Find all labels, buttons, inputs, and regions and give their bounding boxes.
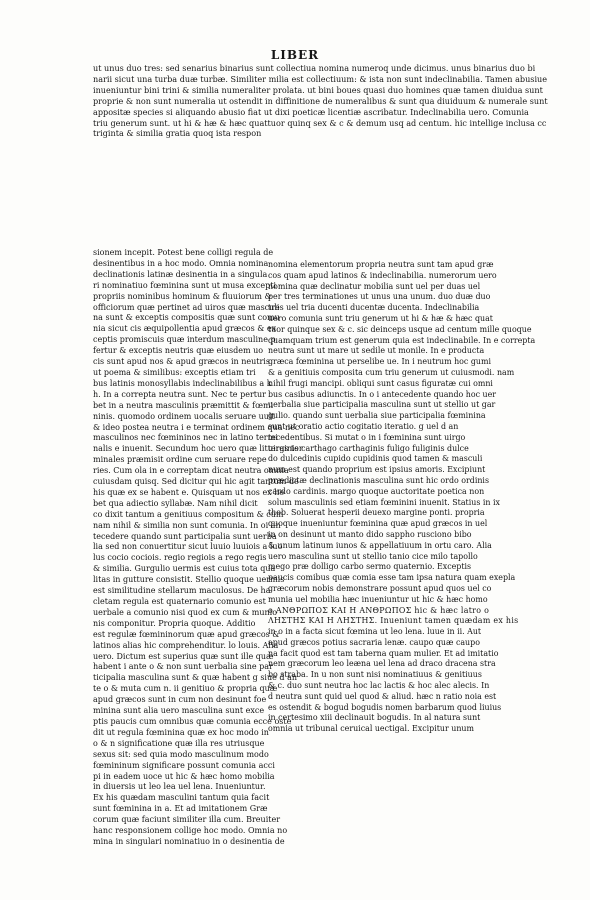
text-line: & unum latinum iunos & appellatiuum in ortu caro. Alia xyxy=(268,540,492,550)
text-line: officiorum quæ pertinet ad uiros quæ masculi xyxy=(93,302,280,312)
text-line: quoque inueniuntur fœminina quæ apud græcos in uel xyxy=(268,519,488,529)
text-line: sionem incepit. Potest bene colligi regula de xyxy=(93,248,274,257)
text-line: proprie & non sunt numeralia ut ostendit in diffinitione de numeralibus & sunt qua diuiduum & numerale sunt xyxy=(93,95,548,106)
text-line: in o in a facta sicut fœmina ut leo lena. luue in ii. Aut xyxy=(268,627,482,637)
greek-text-line: ΛΗΣΤΗΣ ΚΑΙ Η ΛΗΣΤΗΣ. Inueniunt tamen quædam ex his xyxy=(268,616,519,626)
text-line: triu generum sunt. ut hi & hæ & hæc quattuor quinq sex & c & demum usq ad centum. hic intellige inclusa cc xyxy=(93,117,547,128)
text-line: masculinos nec fœmininos nec in latino termi xyxy=(93,433,278,443)
text-line: ries. Cum ola in e correptam dicat neutra omnia xyxy=(93,466,289,476)
text-line: nam nihil & similia non sunt comunia. In oi an xyxy=(93,520,281,530)
text-line: hanc responsionem collige hoc modo. Omnia no xyxy=(93,826,288,836)
text-line: in on desinunt ut manto dido sappho rusciono bibo xyxy=(268,529,472,539)
text-line: neutra sunt ut mare ut sedile ut monile. In e producta xyxy=(268,346,485,356)
text-line: paucis comibus quæ comia esse tam ipsa natura quam exepla xyxy=(268,573,516,583)
text-line: uerbalia siue participalia masculina sunt ut stellio ut gar xyxy=(268,400,496,410)
left-text-column xyxy=(93,248,303,848)
text-line: es ostendit & bogud bogudis nomen barbarum quod liuius xyxy=(268,702,502,712)
text-line: ptis paucis cum omnibus quæ comunia ecce oste xyxy=(93,716,292,726)
text-line: uero masculina sunt ut stellio tanio cice milo tapollo xyxy=(268,551,478,561)
text-line: inueniuntur bini trini & similia numeraliter prolata. ut bini boues quasi duo homines quæ tamen diuidua sunt xyxy=(93,84,543,95)
text-line: ri nominatiuo fœminina sunt ut musa excepti xyxy=(93,280,277,290)
text-line: munia uel mobilia hæc inueniuntur ut hic & hæc homo xyxy=(268,594,488,604)
text-line: nihil frugi mancipi. obliqui sunt casus figuratæ cui omni xyxy=(268,378,493,388)
text-line: bet qua adiectio syllabæ. Nam nihil dicit xyxy=(93,498,258,508)
text-line: & a genitiuis composita cum triu generum ut cuiusmodi. nam xyxy=(268,367,515,377)
text-line: est regulæ fœmininorum quæ apud græcos & xyxy=(93,629,280,639)
text-line: ticipalia masculina sunt & quæ habent g siue d an xyxy=(93,673,298,683)
text-line: d neutra sunt quid uel quod & aliud. hæc n ratio noia est xyxy=(268,691,497,701)
text-line: ninis. quomodo ordinem uocalis seruare uult xyxy=(93,411,275,421)
text-line: Ex his quædam masculini tantum quia facit xyxy=(93,793,270,803)
text-line: apud græcos sunt in cum non desinunt foe xyxy=(93,695,267,705)
text-line: & similia. Gurgulio uermis est cuius tota qua xyxy=(93,564,276,574)
text-line: corum quæ faciunt similiter illa cum. Breuiter xyxy=(93,815,281,825)
text-line: minales præmisit ordine cum seruare repe xyxy=(93,455,267,465)
running-head: LIBER xyxy=(270,48,320,62)
text-line: sexus sit: sed quia modo masculinum modo xyxy=(93,749,269,759)
text-line: græca fœminina ut perselibe ue. In i neutrum hoc gumi xyxy=(268,357,492,367)
text-line: appositæ species si aliquando abusio fiat ut dixi poeticæ licentiæ ascribatur. Indeclinabilia uero. Comunia xyxy=(93,106,529,117)
text-line: lia sed non conuertitur sicut luuio luuiois a luo xyxy=(93,542,283,552)
text-line: & c. duo sunt neutra hoc lac lactis & hoc alec alecis. In xyxy=(268,681,490,691)
text-line: in diuersis ut leo lea uel lena. Inueniuntur. xyxy=(93,782,266,792)
text-line: litas in gutture consistit. Stellio quoque uermis xyxy=(93,575,285,585)
text-line: bet in a neutra masculinis præmittit & fœmi xyxy=(93,400,274,410)
text-line: desinentibus in a hoc modo. Omnia nomina xyxy=(93,258,269,268)
text-line: omnia ut tribunal ceruical uectigal. Excipitur unum xyxy=(268,724,475,734)
text-line: per tres terminationes ut unus una unum. duo duæ duo xyxy=(268,292,491,302)
text-line: bo straba. In u non sunt nisi nominatiuus & genitiuus xyxy=(268,670,482,680)
text-line: mego præ dolligo carbo sermo quaternio. Exceptis xyxy=(268,562,472,572)
text-line: nia sicut cis æquipollentia apud græcos & ex xyxy=(93,324,277,334)
text-line: cis sunt apud nos & apud græcos in neutris xyxy=(93,357,270,367)
text-line: triginta & similia gratia quoq ista respon xyxy=(93,128,262,139)
text-line: nem græcorum leo leæna uel lena ad draco dracena stra xyxy=(268,659,496,669)
text-line: tres uel tria ducenti ducentæ ducenta. Indeclinabilia xyxy=(268,303,480,313)
text-line: do dulcedinis cupido cupidinis quod tamen & masculi xyxy=(268,454,483,464)
text-line: lus cocio cociois. regio regiois a rego regis xyxy=(93,553,267,563)
text-line: num est quando proprium est ipsius amoris. Excipiunt xyxy=(268,465,486,475)
text-line: gulio. quando sunt uerbalia siue participalia fœminina xyxy=(268,411,486,421)
text-line: cardo cardinis. margo quoque auctoritate poetica non xyxy=(268,486,485,496)
text-line: cos quam apud latinos & indeclinabilia. numerorum uero xyxy=(268,270,497,280)
text-line: co dixit tantum a genitiuus compositum & cum xyxy=(93,509,284,519)
full-width-text-block xyxy=(93,63,548,139)
text-line: dit ut regula fœminina quæ ex hoc modo in xyxy=(93,727,269,737)
text-line: prædictæ declinationis masculina sunt hic ordo ordinis xyxy=(268,475,489,485)
text-line: bus latinis monosyllabis indeclinabilibus a k xyxy=(93,378,272,388)
text-line: mina in singulari nominatiuo in o desinentia de xyxy=(93,836,285,846)
text-line: in certesimo xiii declinauit bogudis. In al natura sunt xyxy=(268,713,481,723)
text-line: uirginis carthago carthaginis fuligo fuliginis dulce xyxy=(268,443,469,453)
text-line: cuiusdam quisq. Sed dicitur qui hic agit tantum de xyxy=(93,477,299,487)
text-line: apud græcos potius sacraria lenæ. caupo quæ caupo xyxy=(268,637,480,647)
text-line: theb. Soluerat hesperii deuexo margine ponti. propria xyxy=(268,508,485,518)
text-line: uero. Dictum est superius quæ sunt ille quæ xyxy=(93,651,274,661)
greek-text-line: o ΑΝΘΡΩΠΟΣ ΚΑΙ Η ΑΝΘΡΩΠΟΣ hic & hæc latro o xyxy=(268,605,490,615)
text-line: his quæ ex se habent e. Quisquam ut nos ex he xyxy=(93,487,285,497)
text-line: ut unus duo tres: sed senarius binarius sunt collectiua nomina numeroq unde dicimus. unus binarius duo bi xyxy=(93,63,536,73)
text-line: & ideo postea neutra i e terminat ordinem qua nec xyxy=(93,422,300,432)
text-line: quamquam trium est generum quia est indeclinabile. In e correpta xyxy=(268,335,536,345)
text-line: na sunt & exceptis compositis quæ sunt comu xyxy=(93,313,280,323)
text-line: tecedere quando sunt participalia sunt uerba xyxy=(93,531,277,541)
text-line: ut poema & similibus: exceptis etiam tri xyxy=(93,367,256,377)
text-line: tecedentibus. Si mutat o in i fœminina sunt uirgo xyxy=(268,432,466,442)
text-line: solum masculinis sed etiam fœminini inuenit. Statius in ix xyxy=(268,497,500,507)
text-line: fertur & exceptis neutris quæ eiusdem uo xyxy=(93,346,264,356)
text-line: pi in eadem uoce ut hic & hæc homo mobilia xyxy=(93,771,275,781)
text-line: o & n significatione quæ illa res utriusque xyxy=(93,738,265,748)
text-line: te o & muta cum n. ii genitiuo & propria quæ xyxy=(93,684,278,694)
text-line: habent i ante o & non sunt uerbalia sine par xyxy=(93,662,273,672)
text-line: fœmininum significare possunt comunia acci xyxy=(93,760,275,770)
text-line: cletam regula est quaternario comunio est xyxy=(93,597,266,606)
text-line: declinationis latinæ desinentia in a singula xyxy=(93,269,268,279)
text-line: narii sicut una turba duæ turbæ. Similiter milia est collectiuum: & ista non sunt indeclinabilia. Tamen abusiue xyxy=(93,73,548,84)
text-line: latinos alias hic comprehenditur. lo louis. Alia xyxy=(93,640,279,650)
text-line: sunt fœminina in a. Et ad imitationem Græ xyxy=(93,804,268,814)
text-line: est similitudine stellarum maculosus. De ha xyxy=(93,586,271,596)
text-line: bus casibus adiunctis. In o i antecedente quando hoc uer xyxy=(268,389,497,399)
right-text-column xyxy=(268,260,536,735)
text-line: na facit quod est tam taberna quam mulier. Et ad imitatio xyxy=(268,648,499,658)
text-line: ceptis promiscuis quæ interdum masculine p xyxy=(93,335,276,345)
text-line: uerbale a comunio nisi quod ex cum & munio xyxy=(93,607,278,617)
text-line: minina sunt alia uero masculina sunt exce xyxy=(93,706,265,716)
text-line: nis componitur. Propria quoque. Additio xyxy=(93,618,256,628)
text-line: nalis e inuenit. Secundum hoc uero quæ litteras ter xyxy=(93,444,303,454)
text-line: sunt ut oratio actio cogitatio iteratio. g uel d an xyxy=(268,421,459,431)
text-line: nomina quæ declinatur mobilia sunt uel per duas uel xyxy=(268,281,481,291)
text-line: propriis nominibus hominum & fluuiorum & xyxy=(93,291,272,301)
text-line: uero comunia sunt triu generum ut hi & hæ & hæc quat xyxy=(268,313,493,323)
text-line: tuor quinque sex & c. sic deinceps usque ad centum mille quoque xyxy=(268,324,532,334)
text-line: h. In a correpta neutra sunt. Nec te pertur xyxy=(93,389,266,399)
text-line: nomina elementorum propria neutra sunt tam apud græ xyxy=(268,260,494,269)
text-line: græcorum nobis demonstrare possunt apud quos uel co xyxy=(268,583,492,593)
